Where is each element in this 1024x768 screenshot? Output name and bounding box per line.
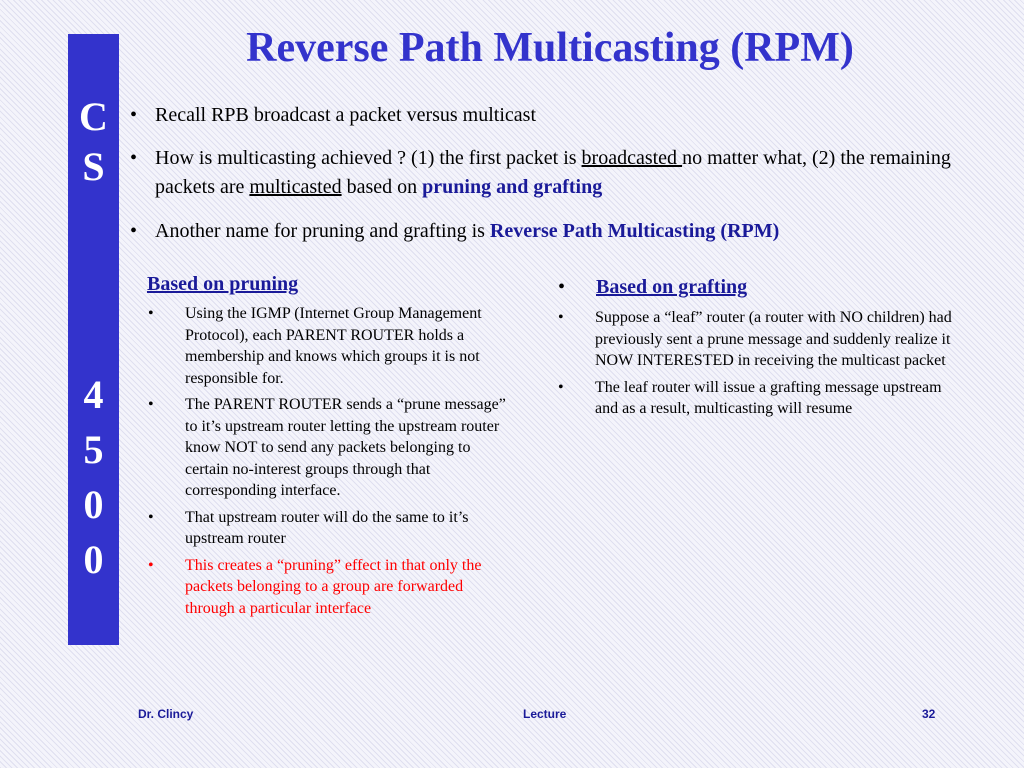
list-item: [148, 303, 508, 389]
grafting-list: [558, 307, 958, 425]
bullet-dot-icon: •: [558, 378, 564, 396]
sidebar-letter: C: [79, 94, 108, 139]
list-item-text: The leaf router will issue a grafting message upstream and as a result, multicasting will resume: [595, 378, 942, 417]
list-item: [558, 377, 958, 420]
bullet-text: [155, 144, 970, 202]
list-item: [148, 394, 508, 502]
sidebar-letter: 4: [83, 372, 104, 417]
slide-title: Reverse Path Multicasting (RPM): [246, 25, 854, 71]
bullet-dot-icon: •: [130, 104, 138, 126]
bullet-text: Recall RPB broadcast a packet versus multicast: [155, 104, 537, 126]
emphasis-term: pruning and grafting: [422, 176, 603, 198]
bullet-dot-icon: •: [148, 508, 154, 526]
bullet-text-part: Another name for pruning and grafting is: [155, 220, 490, 242]
bullet-dot-icon: •: [148, 305, 154, 322]
pruning-list: [148, 303, 508, 624]
grafting-heading-row: [558, 274, 818, 300]
underlined-term: multicasted: [249, 176, 342, 198]
bullet-text: [155, 217, 970, 246]
list-item-highlighted: [148, 555, 508, 620]
bullet-text-part: How is multicasting achieved ? (1) the first packet is: [155, 147, 582, 169]
bullet-dot-icon: •: [130, 147, 138, 169]
list-item-text: That upstream router will do the same to it’s upstream router: [185, 508, 469, 547]
emphasis-term: Reverse Path Multicasting (RPM): [489, 220, 780, 242]
bullet-text-part: based on: [341, 176, 423, 198]
bullet-dot-icon: •: [558, 276, 566, 298]
course-sidebar: [68, 34, 119, 645]
bullet-dot-icon: •: [558, 309, 564, 326]
sidebar-letter: 0: [83, 482, 104, 527]
top-bullet: [130, 217, 970, 246]
sidebar-letter: S: [82, 144, 105, 189]
list-item-text: Suppose a “leaf” router (a router with NO children) had previously sent a prune message and suddenly realize it NOW INTERESTED in receiving the multicast packet: [595, 309, 952, 369]
list-item-text: This creates a “pruning” effect in that only the packets belonging to a group are forwarded through a particular interface: [185, 556, 482, 617]
bullet-dot-icon: •: [148, 396, 154, 413]
top-bullet: [130, 101, 970, 130]
list-item-text: Using the IGMP (Internet Group Management Protocol), each PARENT ROUTER holds a membership and knows which groups it is not responsible for.: [185, 305, 482, 387]
bullet-text-part: no matter what, (2) the remaining packets are: [155, 147, 951, 198]
list-item: [148, 507, 508, 550]
pruning-heading: Based on pruning: [147, 273, 299, 295]
footer-page-number: 32: [922, 707, 936, 721]
list-item: [558, 307, 958, 372]
footer-center: Lecture: [523, 707, 567, 721]
underlined-term: broadcasted: [581, 147, 683, 169]
grafting-heading: Based on grafting: [596, 276, 748, 298]
bullet-dot-icon: •: [130, 220, 138, 242]
sidebar-letter: 5: [83, 427, 104, 472]
top-bullet: [130, 144, 970, 202]
list-item-text: The PARENT ROUTER sends a “prune message” to it’s upstream router letting the upstream router know NOT to send any packets belonging to certain no-interest groups through that corresponding interface.: [185, 396, 506, 499]
sidebar-letter: 0: [83, 537, 104, 582]
footer-author: Dr. Clincy: [138, 707, 194, 721]
bullet-dot-icon: •: [148, 556, 154, 574]
